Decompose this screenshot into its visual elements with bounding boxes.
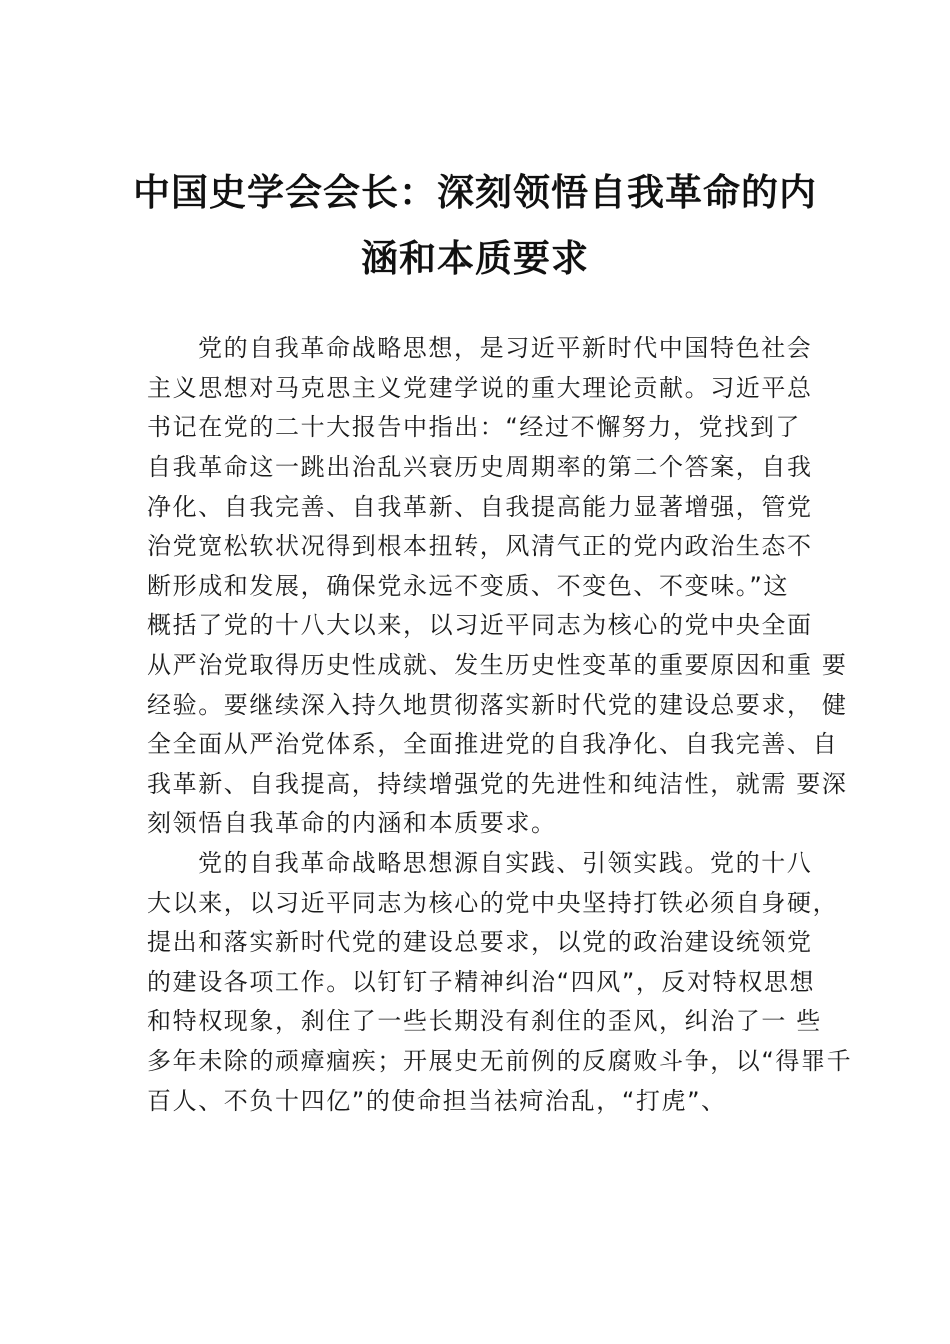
paragraph-1-line-6: 治党宽松软状况得到根本扭转，风清气正的党内政治生态不 — [147, 532, 813, 560]
paragraph-2-line-5: 和特权现象，刹住了一些长期没有刹住的歪风，纠治了一 些 — [147, 1007, 822, 1035]
paragraph-1-line-4: 自我革命这一跳出治乱兴衰历史周期率的第二个答案，自我 — [147, 453, 813, 481]
paragraph-2-line-7: 百人、不负十四亿”的使命担当祛疴治乱，“打虎”、 — [147, 1087, 727, 1115]
paragraph-1-line-13: 刻领悟自我革命的内涵和本质要求。 — [147, 809, 557, 837]
paragraph-1-line-7: 断形成和发展，确保党永远不变质、不变色、不变味。”这 — [147, 572, 790, 600]
document-title-line-2: 涵和本质要求 — [361, 236, 589, 280]
paragraph-1-line-12: 我革新、自我提高，持续增强党的先进性和纯洁性，就需 要深 — [147, 770, 848, 798]
paragraph-2-line-6: 多年未除的顽瘴痼疾；开展史无前例的反腐败斗争，以“得罪千 — [147, 1047, 853, 1075]
paragraph-1-line-1: 党的自我革命战略思想，是习近平新时代中国特色社会 — [198, 334, 813, 362]
paragraph-2-line-4: 的建设各项工作。以钉钉子精神纠治“四风”，反对特权思想 — [147, 968, 816, 996]
paragraph-2-line-1: 党的自我革命战略思想源自实践、引领实践。党的十八 — [198, 849, 813, 877]
paragraph-2-line-2: 大以来，以习近平同志为核心的党中央坚持打铁必须自身硬， — [147, 889, 839, 917]
paragraph-2-line-3: 提出和落实新时代党的建设总要求，以党的政治建设统领党 — [147, 928, 813, 956]
paragraph-1-line-2: 主义思想对马克思主义党建学说的重大理论贡献。习近平总 — [147, 374, 813, 402]
paragraph-1-line-8: 概括了党的十八大以来，以习近平同志为核心的党中央全面 — [147, 611, 813, 639]
document-title-line-1: 中国史学会会长：深刻领悟自我革命的内 — [133, 170, 817, 214]
paragraph-1-line-3: 书记在党的二十大报告中指出：“经过不懈努力，党找到了 — [147, 413, 802, 441]
paragraph-1-line-5: 净化、自我完善、自我革新、自我提高能力显著增强，管党 — [147, 493, 813, 521]
paragraph-1-line-11: 全全面从严治党体系，全面推进党的自我净化、自我完善、自 — [147, 730, 839, 758]
paragraph-1-line-10: 经验。要继续深入持久地贯彻落实新时代党的建设总要求， 健 — [147, 691, 848, 719]
paragraph-1-line-9: 从严治党取得历史性成就、发生历史性变革的重要原因和重 要 — [147, 651, 848, 679]
